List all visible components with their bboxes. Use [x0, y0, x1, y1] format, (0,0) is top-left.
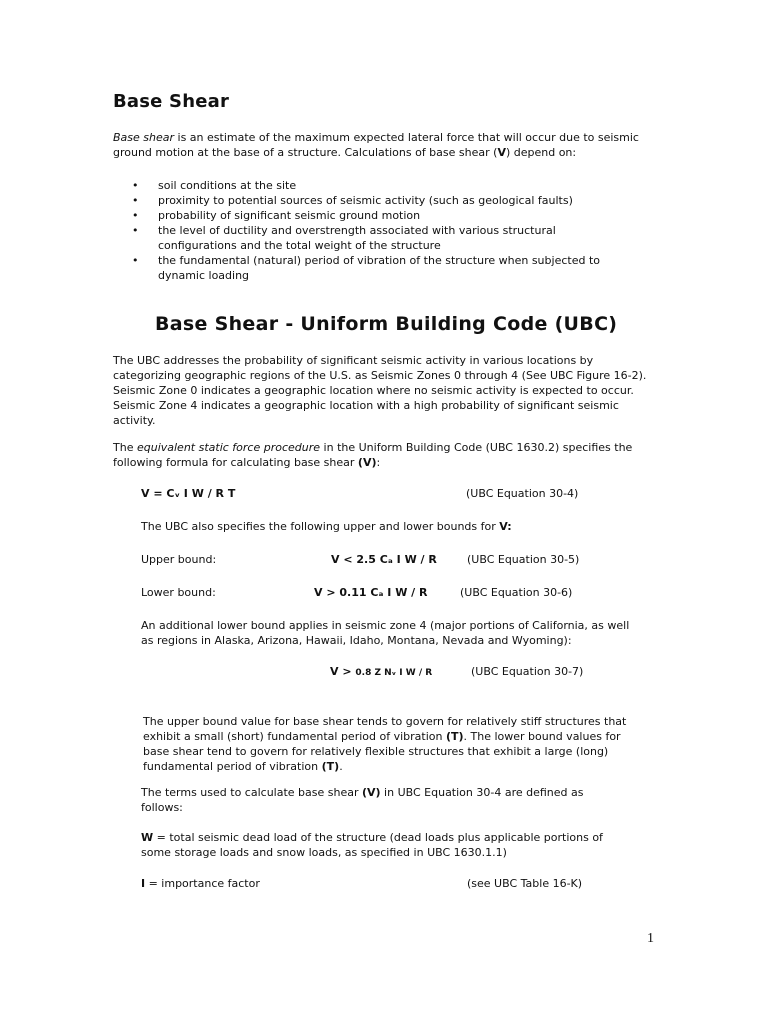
bounds-intro: The UBC also specifies the following upper and lower bounds for V:: [141, 520, 512, 533]
terms-paragraph: The terms used to calculate base shear (V) in UBC Equation 30-4 are defined as follows:: [141, 786, 584, 814]
intro-text-2: ) depend on:: [505, 146, 577, 159]
bullet-icon: •: [132, 224, 139, 237]
equation-30-6: V > 0.11 Cₐ I W / R: [314, 586, 428, 599]
lower-bound-label: Lower bound:: [141, 586, 216, 599]
list-item: • the fundamental (natural) period of vibration of the structure when subjected to dynamic loading: [132, 254, 600, 282]
esf-term: equivalent static force procedure: [136, 441, 321, 454]
i-definition-ref: (see UBC Table 16-K): [467, 877, 583, 890]
w-definition: W = total seismic dead load of the structure (dead loads plus applicable portions of some storage loads and snow loads, as specified in UBC 1630.1.1): [141, 831, 603, 859]
upper-bound-paragraph: The upper bound value for base shear tends to govern for relatively stiff structures that exhibit a small (short) fundamental period of vibration (T). The lower bound values for base shear tend to govern for relatively flexible structures that exhibit a large (long) fundamental period of vibration (T).: [143, 715, 627, 773]
equation-30-7-ref: (UBC Equation 30-7): [471, 665, 584, 678]
page-number: 1: [647, 931, 654, 946]
intro-paragraph: [113, 130, 658, 160]
list-item: • probability of significant seismic ground motion: [132, 209, 421, 222]
i-definition: I = importance factor: [141, 877, 260, 890]
bullet-icon: •: [132, 194, 139, 207]
bullet-icon: •: [132, 209, 139, 222]
list-item: • the level of ductility and overstrength associated with various structural configurations and the total weight of the structure: [132, 224, 556, 252]
equation-30-7: V > 0.8 Z Nᵥ I W / R: [330, 665, 433, 678]
zone4-paragraph: An additional lower bound applies in seismic zone 4 (major portions of California, as well as regions in Alaska, Arizona, Hawaii, Idaho, Montana, Nevada and Wyoming):: [141, 619, 630, 647]
section-heading-ubc: Base Shear - Uniform Building Code (UBC): [155, 313, 618, 335]
bullet-icon: •: [132, 179, 139, 192]
esf-v-symbol: (V): [357, 456, 377, 469]
bullet-icon: •: [132, 254, 139, 267]
equation-30-4-ref: (UBC Equation 30-4): [466, 487, 579, 500]
ubc-paragraph: The UBC addresses the probability of significant seismic activity in various locations by categorizing geographic regions of the U.S. as Seismic Zones 0 through 4 (See UBC Figure 16-2). Seismic Zone 0 indicates a geographic location where no seismic activity is expected to occur. Seismic Zone 4 indicates a geographic location with a high probability of significant seismic activity.: [113, 354, 647, 427]
equation-30-4: V = Cᵥ I W / R T: [141, 487, 236, 500]
esf-paragraph: The equivalent static force procedure in the Uniform Building Code (UBC 1630.2) specifies the following formula for calculating base shear (V):: [113, 441, 633, 469]
equation-30-5: V < 2.5 Cₐ I W / R: [331, 553, 437, 566]
intro-text-1: is an estimate of the maximum expected lateral force that will occur due to seismic ground motion at the base of a structure. Calculations of base shear (: [113, 131, 639, 159]
upper-bound-label: Upper bound:: [141, 553, 217, 566]
equation-30-6-ref: (UBC Equation 30-6): [460, 586, 573, 599]
page-heading-base-shear: Base Shear: [113, 91, 230, 112]
factor-list: [132, 178, 632, 283]
equation-30-5-ref: (UBC Equation 30-5): [467, 553, 580, 566]
list-item: • soil conditions at the site: [132, 179, 297, 192]
intro-term: Base shear: [113, 131, 175, 144]
list-item: • proximity to potential sources of seismic activity (such as geological faults): [132, 194, 573, 207]
intro-v-symbol: V: [497, 146, 506, 159]
